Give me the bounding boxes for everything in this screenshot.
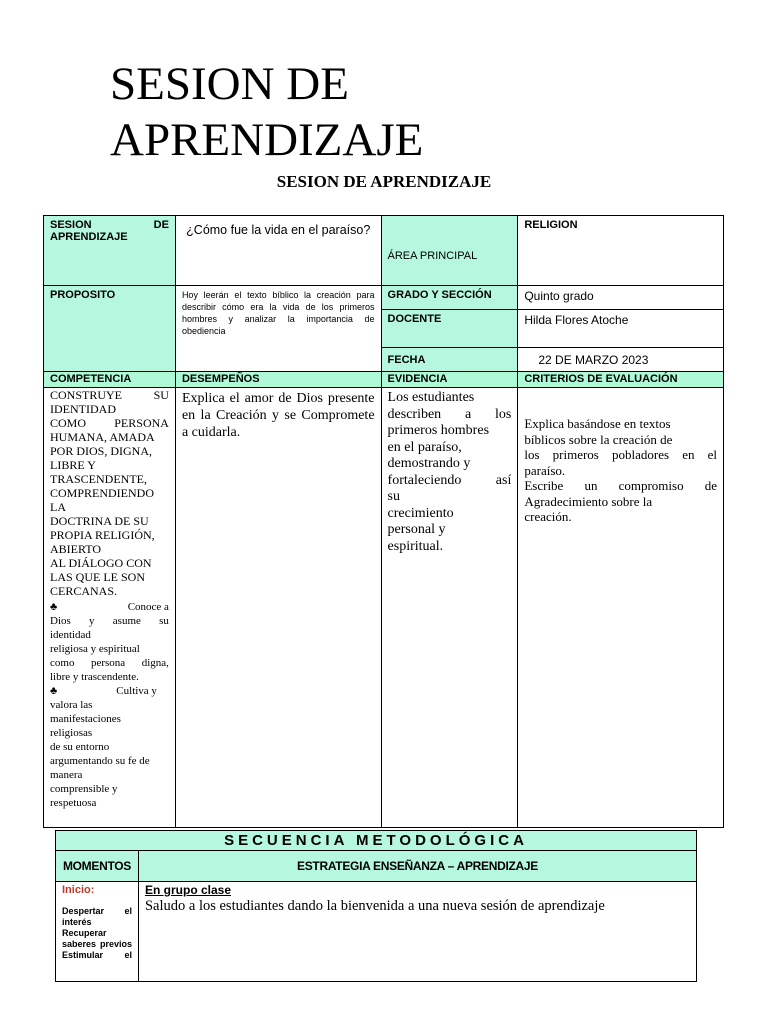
capacidad-line: valora las	[50, 699, 93, 711]
title-line-1: SESION DE	[110, 58, 349, 110]
competencia-line: DOCTRINA DE SU	[50, 514, 149, 528]
sesion-value: ¿Cómo fue la vida en el paraíso?	[186, 223, 371, 237]
saludo-text: Saludo a los estudiantes dando la bienvenida a una nueva sesión de aprendizaje	[144, 898, 605, 914]
competencia-line: PROPIA RELIGIÓN,	[50, 528, 155, 542]
capacidad-line: religiosa y espiritual	[50, 643, 140, 655]
evidencia-line: Los estudiantes	[387, 390, 475, 405]
criterios-line: paraíso.	[524, 462, 566, 478]
sesion-value-cell	[175, 216, 381, 286]
criterios-line: creación.	[524, 509, 572, 524]
capacidad-line: argumentando su fe de	[50, 755, 150, 767]
area-value-cell	[518, 216, 724, 286]
competencia-text	[50, 388, 169, 598]
capacidad-line: respetuosa	[50, 797, 97, 809]
proposito-value: Hoy leerán el texto bíblico la creación para describir cómo era la vida de los primeros hombres y analizar la importancia de obediencia	[181, 290, 375, 336]
capacidad-line: Dios y asume su	[50, 615, 169, 627]
criterios-line: Explica basándose en textos	[524, 416, 671, 431]
evidencia-line: espiritual.	[387, 538, 444, 554]
docente-value: Hilda Flores Atoche	[518, 310, 724, 348]
evidencia-line: personal y	[387, 522, 446, 537]
desempeno-text: Explica el amor de Dios presente en la Creación y se Compromete a cuidarla.	[175, 388, 381, 828]
capacidad-line: libre y trascendente.	[50, 671, 139, 683]
competencia-line: HUMANA, AMADA	[50, 430, 155, 444]
inicio-items	[62, 906, 132, 961]
proposito-label: PROPOSITO	[44, 286, 176, 372]
inicio-item: Despertar el interés	[62, 906, 132, 927]
capacidad-2: ♣ Cultiva y valora las manifestaciones religiosas de su entorno argumentando su fe de manera comprensible y respetuosa	[50, 684, 169, 810]
competencia-line: CERCANAS.	[50, 584, 118, 598]
competencia-line: IDENTIDAD	[50, 402, 116, 416]
area-label-cell	[381, 216, 518, 286]
document-title	[110, 56, 423, 168]
title-line-2: APRENDIZAJE	[110, 114, 424, 166]
evidencia-text	[381, 388, 518, 828]
criterios-line: los primeros pobladores en el	[524, 447, 717, 462]
capacidad-line: identidad	[50, 629, 91, 641]
criterios-text	[518, 388, 724, 828]
competencia-line: LAS QUE LE SON	[50, 570, 145, 584]
competencia-line: LA	[50, 500, 66, 514]
competencia-line: ABIERTO	[50, 542, 102, 556]
capacidad-line: manifestaciones	[50, 713, 121, 725]
secuencia-table	[55, 830, 697, 982]
evidencia-header: EVIDENCIA	[381, 372, 518, 388]
sesion-label-cell: SESION DE APRENDIZAJE	[44, 216, 176, 286]
inicio-item: Estimular el	[62, 950, 132, 960]
criterios-line: Escribe un compromiso de	[524, 478, 717, 493]
competencia-line: POR DIOS, DIGNA,	[50, 444, 153, 458]
capacidad-line: como persona digna,	[50, 657, 169, 669]
document-subtitle: SESION DE APRENDIZAJE	[276, 172, 492, 191]
grupo-label: En grupo clase	[144, 883, 232, 897]
competencia-header: COMPETENCIA	[44, 372, 176, 388]
club-bullet-icon: ♣	[50, 685, 58, 697]
competencia-line: LIBRE Y	[50, 458, 96, 472]
capacidad-line: de su entorno	[50, 741, 110, 753]
area-value: RELIGION	[524, 219, 578, 231]
area-label: ÁREA PRINCIPAL	[387, 250, 478, 262]
criterios-header: CRITERIOS DE EVALUACIÓN	[518, 372, 724, 388]
capacidad-line: comprensible y	[50, 783, 118, 795]
session-info-table	[43, 215, 724, 828]
evidencia-line: fortaleciendo así	[387, 472, 512, 488]
criterios-line: Agradecimiento sobre la	[524, 493, 653, 509]
desempenos-header: DESEMPEÑOS	[175, 372, 381, 388]
competencia-line: CONSTRUYE SU	[50, 388, 169, 402]
inicio-cell	[56, 882, 139, 982]
fecha-label: FECHA	[381, 348, 518, 372]
inicio-item: Recuperar saberes previos	[62, 928, 132, 949]
capacidad-1: ♣ Conoce a Dios y asume su identidad religiosa y espiritual como persona digna, libre y trascendente.	[50, 601, 169, 683]
evidencia-line: su	[387, 489, 400, 504]
competencia-cell	[44, 388, 176, 828]
evidencia-line: primeros hombres	[387, 423, 490, 438]
grado-label: GRADO Y SECCIÓN	[381, 286, 518, 310]
evidencia-line: en el paraíso,	[387, 439, 462, 455]
club-bullet-icon: ♣	[50, 601, 58, 613]
capacidad-line: religiosas	[50, 727, 93, 739]
estrategia-cell	[138, 882, 696, 982]
competencia-line: TRASCENDENTE,	[50, 472, 147, 486]
docente-label: DOCENTE	[381, 310, 518, 348]
competencia-line: COMPRENDIENDO	[50, 486, 155, 500]
evidencia-line: crecimiento	[387, 505, 454, 521]
competencia-line: COMO PERSONA	[50, 416, 169, 430]
fecha-value: 22 DE MARZO 2023	[518, 348, 724, 372]
capacidad-line: manera	[50, 769, 83, 781]
inicio-label: Inicio:	[62, 884, 95, 896]
grado-value: Quinto grado	[518, 286, 724, 310]
competencia-line: AL DIÁLOGO CON	[50, 556, 152, 570]
criterios-line: bíblicos sobre la creación de	[524, 431, 673, 447]
evidencia-line: demostrando y	[387, 456, 471, 471]
evidencia-line: describen a los	[387, 406, 512, 422]
estrategia-header: ESTRATEGIA ENSEÑANZA – APRENDIZAJE	[138, 851, 696, 882]
secuencia-title: SECUENCIA METODOLÓGICA	[56, 831, 697, 851]
proposito-value-cell	[175, 286, 381, 372]
momentos-header: MOMENTOS	[56, 851, 139, 882]
